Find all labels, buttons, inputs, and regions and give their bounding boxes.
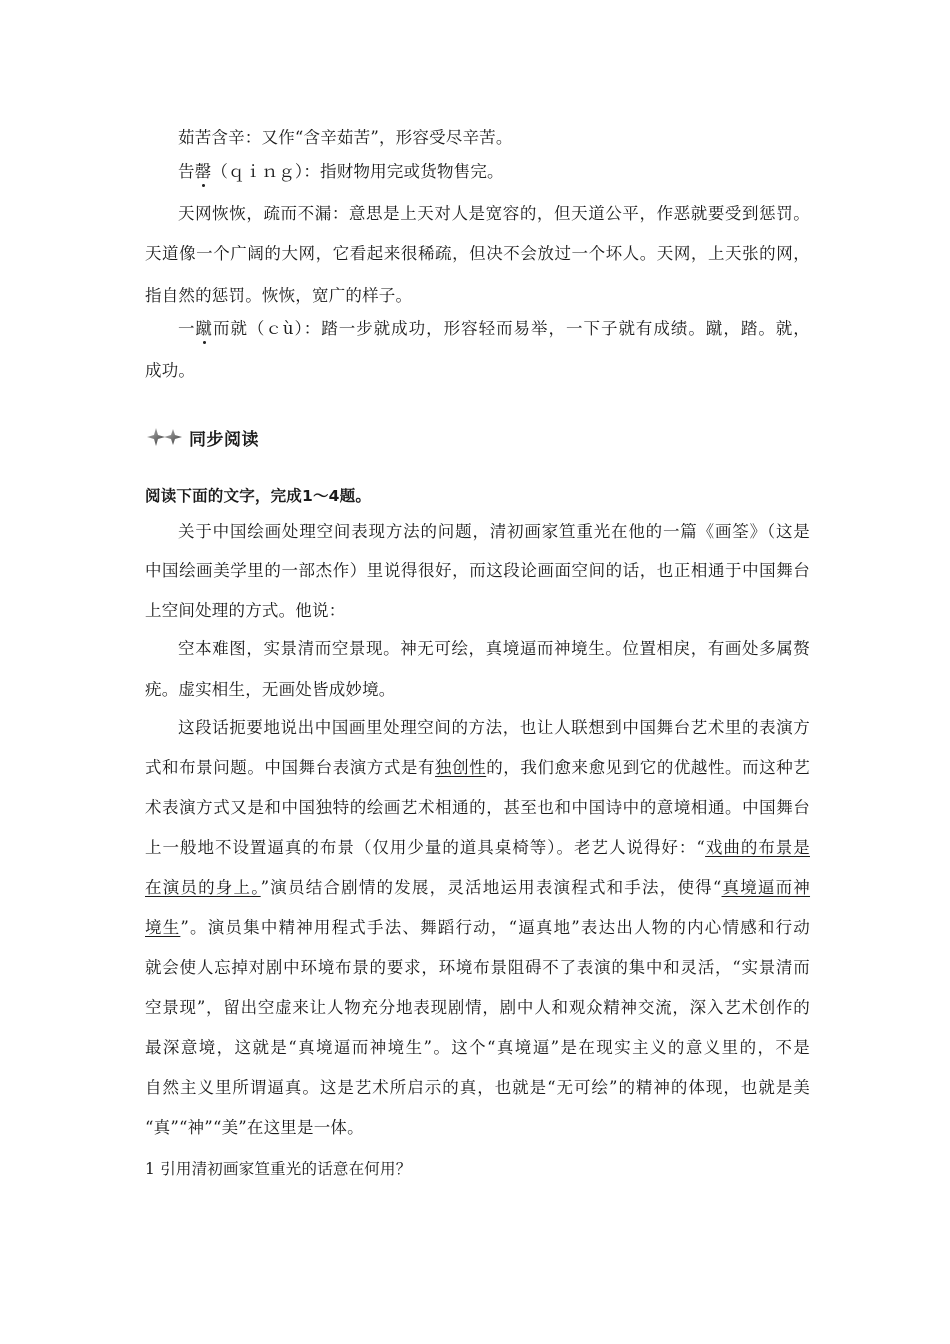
vocab-line: 天道像一个广阔的大网，它看起来很稀疏，但决不会放过一个坏人。天网，上天张的网， xyxy=(145,244,810,263)
paragraph-line: 自然主义里所谓逼真。这是艺术所启示的真，也就是“无可绘”的精神的体现，也就是美 xyxy=(145,1078,810,1097)
paragraph-line: 关于中国绘画处理空间表现方法的问题，清初画家笪重光在他的一篇《画筌》（这是 xyxy=(178,522,810,541)
vocab-line: 成功。 xyxy=(145,361,196,380)
vocab-line: 茹苦含辛：又作“含辛茹苦”，形容受尽辛苦。 xyxy=(178,128,513,147)
emphasis-char: 蹴 xyxy=(195,319,213,338)
sparkle-stars-icon xyxy=(145,426,185,448)
paragraph-line: 术表演方式又是和中国独特的绘画艺术相通的，甚至也和中国诗中的意境相通。中国舞台 xyxy=(145,798,810,817)
vocab-line: 天网恢恢，疏而不漏：意思是上天对人是宽容的，但天道公平，作恶就要受到惩罚。 xyxy=(178,204,810,223)
underlined-phrase: 在演员的身上。 xyxy=(145,878,261,897)
quote-line: 空本难图，实景清而空景现。神无可绘，真境逼而神境生。位置相戾，有画处多属赘 xyxy=(178,639,810,658)
paragraph-line: 这段话扼要地说出中国画里处理空间的方法，也让人联想到中国舞台艺术里的表演方 xyxy=(178,718,810,737)
underlined-phrase: 真境逼而神 xyxy=(721,878,811,897)
paragraph-line: 式和布景问题。中国舞台表演方式是有独创性的，我们愈来愈见到它的优越性。而这种艺 xyxy=(145,758,810,777)
paragraph-line: 在演员的身上。”演员结合剧情的发展，灵活地运用表演程式和手法，使得“真境逼而神 xyxy=(145,878,811,897)
paragraph-line: 上空间处理的方式。他说： xyxy=(145,601,346,620)
paragraph-line: 中国绘画美学里的一部杰作）里说得很好，而这段论画面空间的话，也正相通于中国舞台 xyxy=(145,561,810,580)
paragraph-line: 就会使人忘掉对剧中环境布景的要求，环境布景阻碍不了表演的集中和灵活，“实景清而 xyxy=(145,958,810,977)
paragraph-line: “真”“神”“美”在这里是一体。 xyxy=(145,1118,364,1137)
vocab-line: 一蹴而就（ｃù）：踏一步就成功，形容轻而易举，一下子就有成绩。蹴，踏。就， xyxy=(178,319,810,338)
section-heading xyxy=(145,424,259,450)
paragraph-line: 境生”。演员集中精神用程式手法、舞蹈行动，“逼真地”表达出人物的内心情感和行动 xyxy=(145,918,810,937)
paragraph-line: 空景现”，留出空虚来让人物充分地表现剧情，剧中人和观众精神交流，深入艺术创作的 xyxy=(145,998,810,1017)
paragraph-line: 最深意境，这就是“真境逼而神境生”。这个“真境逼”是在现实主义的意义里的，不是 xyxy=(145,1038,810,1057)
emphasis-char: 罄 xyxy=(194,162,212,181)
underlined-phrase: 戏曲的布景是 xyxy=(705,838,810,857)
quote-line: 疣。虚实相生，无画处皆成妙境。 xyxy=(145,680,396,699)
question-1: 1 引用清初画家笪重光的话意在何用？ xyxy=(145,1160,412,1178)
section-title: 同步阅读 xyxy=(189,429,259,450)
vocab-line: 告罄（ｑｉｎｇ）：指财物用完或货物售完。 xyxy=(178,162,504,181)
underlined-phrase: 独创性 xyxy=(435,758,487,777)
paragraph-line: 上一般地不设置逼真的布景（仅用少量的道具桌椅等）。老艺人说得好：“戏曲的布景是 xyxy=(145,838,810,857)
reading-instruction: 阅读下面的文字，完成1～4题。 xyxy=(145,487,372,505)
vocab-line: 指自然的惩罚。恢恢，宽广的样子。 xyxy=(145,286,413,305)
underlined-phrase: 境生 xyxy=(145,918,181,937)
